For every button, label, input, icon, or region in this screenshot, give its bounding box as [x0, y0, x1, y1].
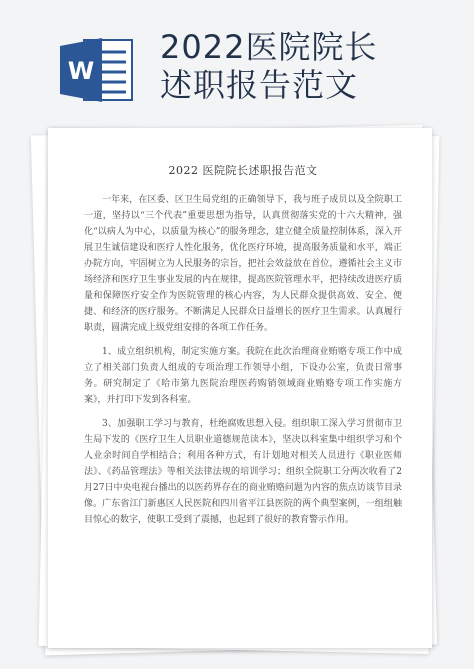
page-title-line-1: 2022医院院长	[160, 28, 378, 66]
document-paragraph: 一年来，在区委、区卫生局党组的正确领导下，我与班子成员以及全院职工一道，坚持以“三个代表”重要思想为指导，认真贯彻落实党的十六大精神，强化“以病人为中心，以质量为核心”的服务理念，建立健全质量控制体系，深入开展卫生诚信建设和医疗人性化服务，优化医疗环境，提高服务质量和水平，端正办院方向，牢固树立为人民服务的宗旨，把社会效益放在首位，遵循社会主义市场经济和医疗卫生事业发展的内在规律，提高医院管理水平，把持续改进医疗质量和保障医疗安全作为医院管理的核心内容，为人民群众提供高效、安全、便捷、和经济的医疗服务。不断满足人民群众日益增长的医疗卫生需求。认真履行职责，圆满完成上级党组安排的各项工作任务。	[84, 195, 402, 333]
document-title: 2022 医院院长述职报告范文	[168, 164, 318, 177]
svg-text:W: W	[67, 57, 95, 85]
document-paragraph: 3、加强职工学习与教育，杜绝腐败思想入侵。组织职工深入学习贯彻市卫生局下发的《医疗卫生人员职业道德规范读本》，坚决以科室集中组织学习和个人业余时间自学相结合；利用各种方式，有计划地对相关人员进行《职业医师法》、《药品管理法》等相关法律法规的培训学习；组织全院职工分两次收看了2月27日中央电视台播出的以医药界存在的商业贿赂问题为内容的焦点访谈节目录像。广东省江门新惠区人民医院和四川省平江县医院的两个典型案例，一组组触目惊心的数字，使职工受到了震撼，也起到了很好的教育警示作用。	[84, 419, 402, 525]
header	[0, 0, 474, 118]
document-page	[48, 128, 432, 648]
page-title	[160, 28, 460, 104]
word-document-icon	[58, 36, 136, 104]
document-paragraph: 1、成立组织机构，制定实施方案。我院在此次治理商业贿赂专项工作中成立了相关部门负责人组成的专项治理工作领导小组，下设办公室，负责日常事务。研究制定了《哈市第九医院治理医药购销领域商业贿赂专项工作实施方案》，并打印下发到各科室。	[84, 347, 402, 405]
page-title-line-2: 述职报告范文	[160, 66, 359, 104]
